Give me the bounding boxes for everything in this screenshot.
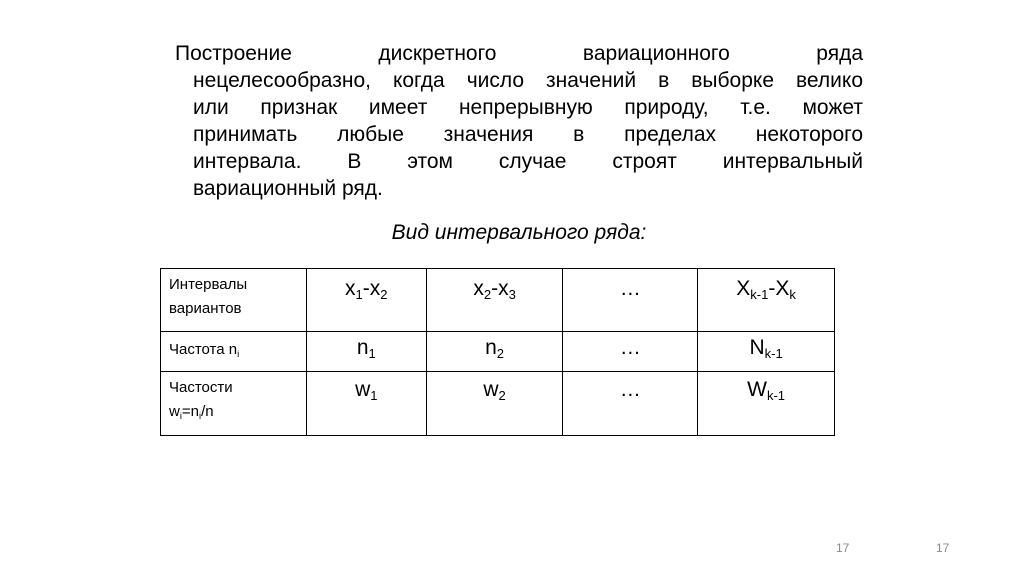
relative-frequency-cell: $w_1$ — [306, 372, 426, 436]
body-paragraph — [175, 40, 863, 202]
interval-cell: $x_1-x_2$ — [306, 269, 426, 332]
table-heading: Вид интервального ряда: — [391, 221, 647, 244]
paragraph-line: интервала. В этом случае строят интервальный — [193, 150, 863, 173]
row-label-intervals — [161, 269, 307, 332]
frequency-cell: $n_1$ — [306, 332, 426, 372]
relative-frequency-cell: $w_2$ — [426, 372, 563, 436]
table-row — [161, 372, 835, 436]
interval-cell: $X_{k-1}-X_k$ — [698, 269, 835, 332]
paragraph-line: вариационный ряд. — [193, 177, 383, 200]
interval-cell: $x_2-x_3$ — [426, 269, 563, 332]
label-line: Интервалы — [169, 276, 248, 293]
frequency-cell: … — [563, 332, 698, 372]
row-label-relative-frequency: Частости $w_i=n_i/n$ — [161, 372, 307, 436]
table-row — [161, 332, 835, 372]
row-label-frequency: Частота $n_i$ — [161, 332, 307, 372]
frequency-cell: $n_2$ — [426, 332, 563, 372]
paragraph-line: нецелесообразно, когда число значений в выборке велико — [193, 69, 863, 92]
interval-cell: … — [563, 269, 698, 332]
label-line: вариантов — [169, 300, 242, 317]
table-row — [161, 269, 835, 332]
frequency-cell: $N_{k-1}$ — [698, 332, 835, 372]
paragraph-line: Построение дискретного вариационного ряда — [175, 42, 863, 65]
paragraph-line: принимать любые значения в пределах некоторого — [193, 123, 863, 146]
relative-frequency-cell: $W_{k-1}$ — [698, 372, 835, 436]
relative-frequency-cell: … — [563, 372, 698, 436]
page-number: 17 — [836, 541, 850, 555]
interval-series-table — [160, 268, 835, 436]
paragraph-line: или признак имеет непрерывную природу, т.е. может — [193, 96, 863, 119]
page-number: 17 — [936, 541, 950, 555]
